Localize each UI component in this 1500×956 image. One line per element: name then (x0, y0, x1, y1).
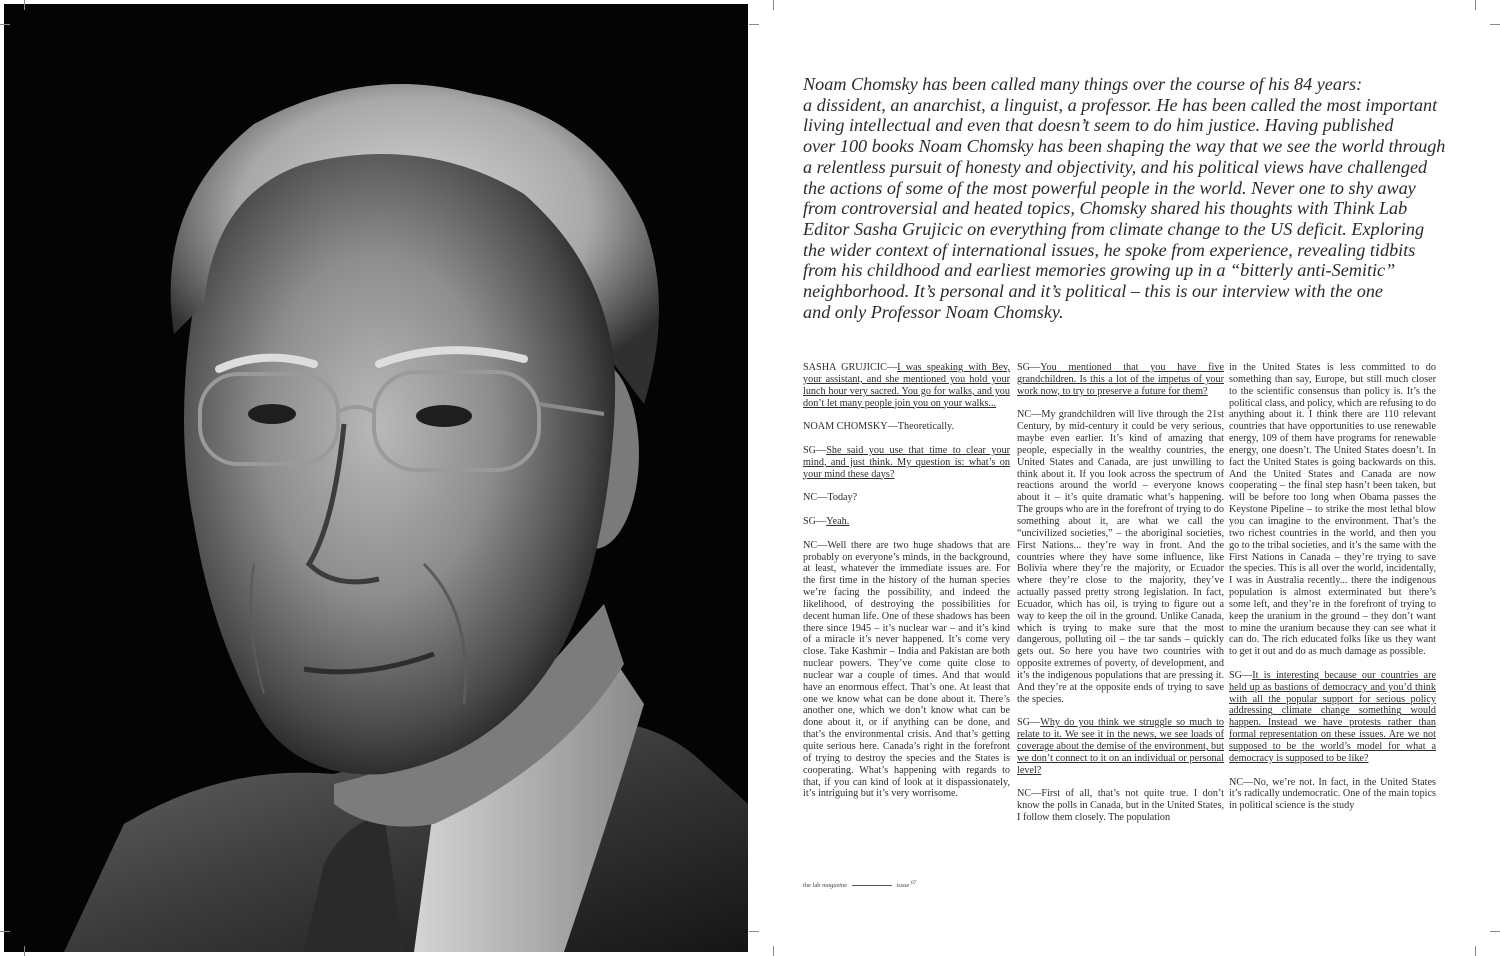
intro-paragraph (803, 74, 1446, 322)
speaker-label: SG— (803, 515, 827, 527)
photo-page (0, 0, 748, 956)
crop-mark (0, 931, 10, 932)
intro-line: a relentless pursuit of honesty and objectivity, and his political views have challenged (803, 156, 1428, 177)
crop-mark (1490, 24, 1500, 25)
intro-line: and only Professor Noam Chomsky. (803, 301, 1064, 322)
crop-mark (773, 0, 774, 10)
speaker-label: SG— (1017, 362, 1041, 373)
speaker-label: SG— (1229, 669, 1253, 681)
page-footer (803, 880, 916, 889)
interview-paragraph (803, 516, 1010, 528)
intro-line: the wider context of international issues, he spoke from experience, revealing tidbits (803, 239, 1416, 260)
text-page (749, 0, 1500, 956)
interview-paragraph (1017, 362, 1224, 398)
interview-paragraph: NC—Today? (803, 492, 858, 504)
intro-line: from his childhood and earliest memories growing up in a “bitterly anti-Semitic” (803, 260, 1396, 281)
speaker-label: SG— (1017, 717, 1041, 729)
issue-number: 07 (910, 880, 917, 886)
interviewer-question: She said you use that time to clear your mind, and just think. My question is: what’s on your mind these days? (803, 444, 1010, 480)
crop-mark (1490, 931, 1500, 932)
interview-paragraph (1017, 717, 1224, 776)
interview-paragraph (1229, 670, 1436, 765)
interview-paragraph: NC—My grandchildren will live through the 21st Century, by mid-century it could be very serious, maybe even earlier. It’s kind of amazing that people, especially in the wealthy countries, the United States and Canada, are just unwilling to think about it. If you look across the spectrum of reactions around the world – everyone knows about it – it’s quite dramatic what’s happening. The groups who are in the forefront of trying to do something about it, are what we call the “uncivilized societies,” – the aboriginal societies, First Nations... they’re way in front. And the countries where they have some influence, like Bolivia where they’re the majority, or Ecuador where they’re close to the majority, they’ve actually passed pretty strong legislation. In fact, Ecuador, which has oil, is trying to figure out a way to keep the oil in the ground. Unlike Canada, which is trying to make sure that the most dangerous, polluting oil – the tar sands – quickly gets out. So here you have two countries with opposite extremes of poverty, of development, and it’s the indigenous populations that are pressing it. And they’re at the opposite ends of trying to save the species. (1017, 409, 1224, 705)
interview-paragraph: NOAM CHOMSKY—Theoretically. (803, 421, 955, 433)
intro-line: over 100 books Noam Chomsky has been shaping the way that we see the world through (803, 136, 1446, 157)
interviewer-question: Yeah. (826, 515, 850, 527)
interviewer-question: You mentioned that you have five grandchildren. Is this a lot of the impetus of your work now, to try to preserve a future for them? (1017, 362, 1224, 397)
crop-mark (24, 0, 25, 10)
interview-paragraph: NC—First of all, that’s not quite true. I don’t know the polls in Canada, but in the United States, I follow them closely. The population (1017, 788, 1224, 824)
speaker-label: SG— (803, 444, 827, 456)
speaker-label: SASHA GRUJICIC— (803, 362, 898, 373)
intro-line: living intellectual and even that doesn’t seem to do him justice. Having published (803, 115, 1394, 136)
interview-column-3 (1229, 362, 1436, 824)
magazine-name-prefix: the lab (803, 882, 821, 890)
crop-mark (0, 24, 10, 25)
intro-line: neighborhood. It’s personal and it’s political – this is our interview with the one (803, 281, 1383, 302)
intro-line: Editor Sasha Grujicic on everything from climate change to the US deficit. Exploring (803, 218, 1425, 239)
interviewer-question: It is interesting because our countries are held up as bastions of democracy and you’d think with all the popular support for serious policy addressing climate change something would happen. Instead we have protests rather than formal representation on these issues. Are we not supposed to be the world’s model for what a democracy is supposed to be like? (1229, 669, 1436, 764)
crop-mark (24, 946, 25, 956)
interview-paragraph (803, 362, 1010, 409)
interviewer-question: Why do you think we struggle so much to relate to it. We see it in the news, we see loads of coverage about the demise of the environment, but we don’t connect to it on an individual or personal level? (1017, 717, 1224, 776)
crop-mark (1475, 946, 1476, 956)
interview-column-1 (803, 362, 1010, 812)
portrait-illustration (4, 4, 748, 952)
magazine-name-word: magazine (822, 882, 848, 890)
intro-line: from controversial and heated topics, Chomsky shared his thoughts with Think Lab (803, 198, 1408, 219)
crop-mark (773, 946, 774, 956)
interviewer-question: I was speaking with Bev, your assistant, and she mentioned you hold your lunch hour very sacred. You go for walks, and you don’t let many people join you on your walks... (803, 362, 1010, 409)
interview-paragraph: NC—No, we’re not. In fact, in the United States it’s radically undemocratic. One of the main topics in political science is the study (1229, 776, 1436, 812)
interview-paragraph: in the United States is less committed to do something than say, Europe, but still much closer to the scientific consensus than policy is. It’s the political class, and policy, which are refusing to do anything about it. I think there are 110 relevant countries that have opportunities to use renewable energy, 109 of them have programs for renewable energy, one doesn’t. The United States doesn’t. In fact the United States is going backwards on this. And the United States and Canada are now cooperating – the final step hasn’t been taken, but will be before too long when Obama passes the Keystone Pipeline – to strike the most lethal blow you can imagine to the environment. That’s the two richest countries in the world, and then you go to the tribal societies, and it’s the same with the First Nations in Canada – they’re trying to save the species. This is all over the world, incidentally, I was in Australia recently... there the indigenous population is almost exterminated but there’s some left, and they’re in the forefront of trying to keep the uranium in the ground – they don’t want to mine the uranium because they can see what it can do. The rich educated folks like us they want to get it out and do as much damage as possible. (1229, 362, 1436, 658)
intro-line: the actions of some of the most powerful people in the world. Never one to shy away (803, 177, 1416, 198)
crop-mark (749, 931, 759, 932)
issue-label: issue (896, 882, 910, 890)
crop-mark (1475, 0, 1476, 10)
footer-rule (852, 885, 892, 886)
interview-paragraph (803, 445, 1010, 481)
intro-line: Noam Chomsky has been called many things over the course of his 84 years: (803, 74, 1363, 94)
intro-line: a dissident, an anarchist, a linguist, a professor. He has been called the most important (803, 94, 1438, 115)
portrait-photo (4, 4, 748, 952)
interview-paragraph: NC—Well there are two huge shadows that are probably on everyone’s minds, in the background, at least, whatever the immediate issues are. For the first time in the history of the human species we’re facing the possibility, and indeed the likelihood, of destroying the possibilities for decent human life. One of these shadows has been there since 1945 – it’s nuclear war – and it’s kind of a miracle it’s never happened. It’s come very close. Take Kashmir – India and Pakistan are both nuclear powers. They’ve come quite close to nuclear war a couple of times. And that would have an enormous effect. That’s one. At least that one we know what can be done about it. There’s another one, which we don’t know what can be done about it, or if anything can be done, and that’s the environmental crisis. And that’s getting quite serious here. Canada’s right in the forefront of trying to destroy the species and the States is cooperating. What’s happening with regards to that, if you can kind of look at it dispassionately, it’s intriguing but it’s very worrisome. (803, 539, 1010, 800)
interview-column-2 (1017, 362, 1224, 836)
crop-mark (749, 24, 759, 25)
